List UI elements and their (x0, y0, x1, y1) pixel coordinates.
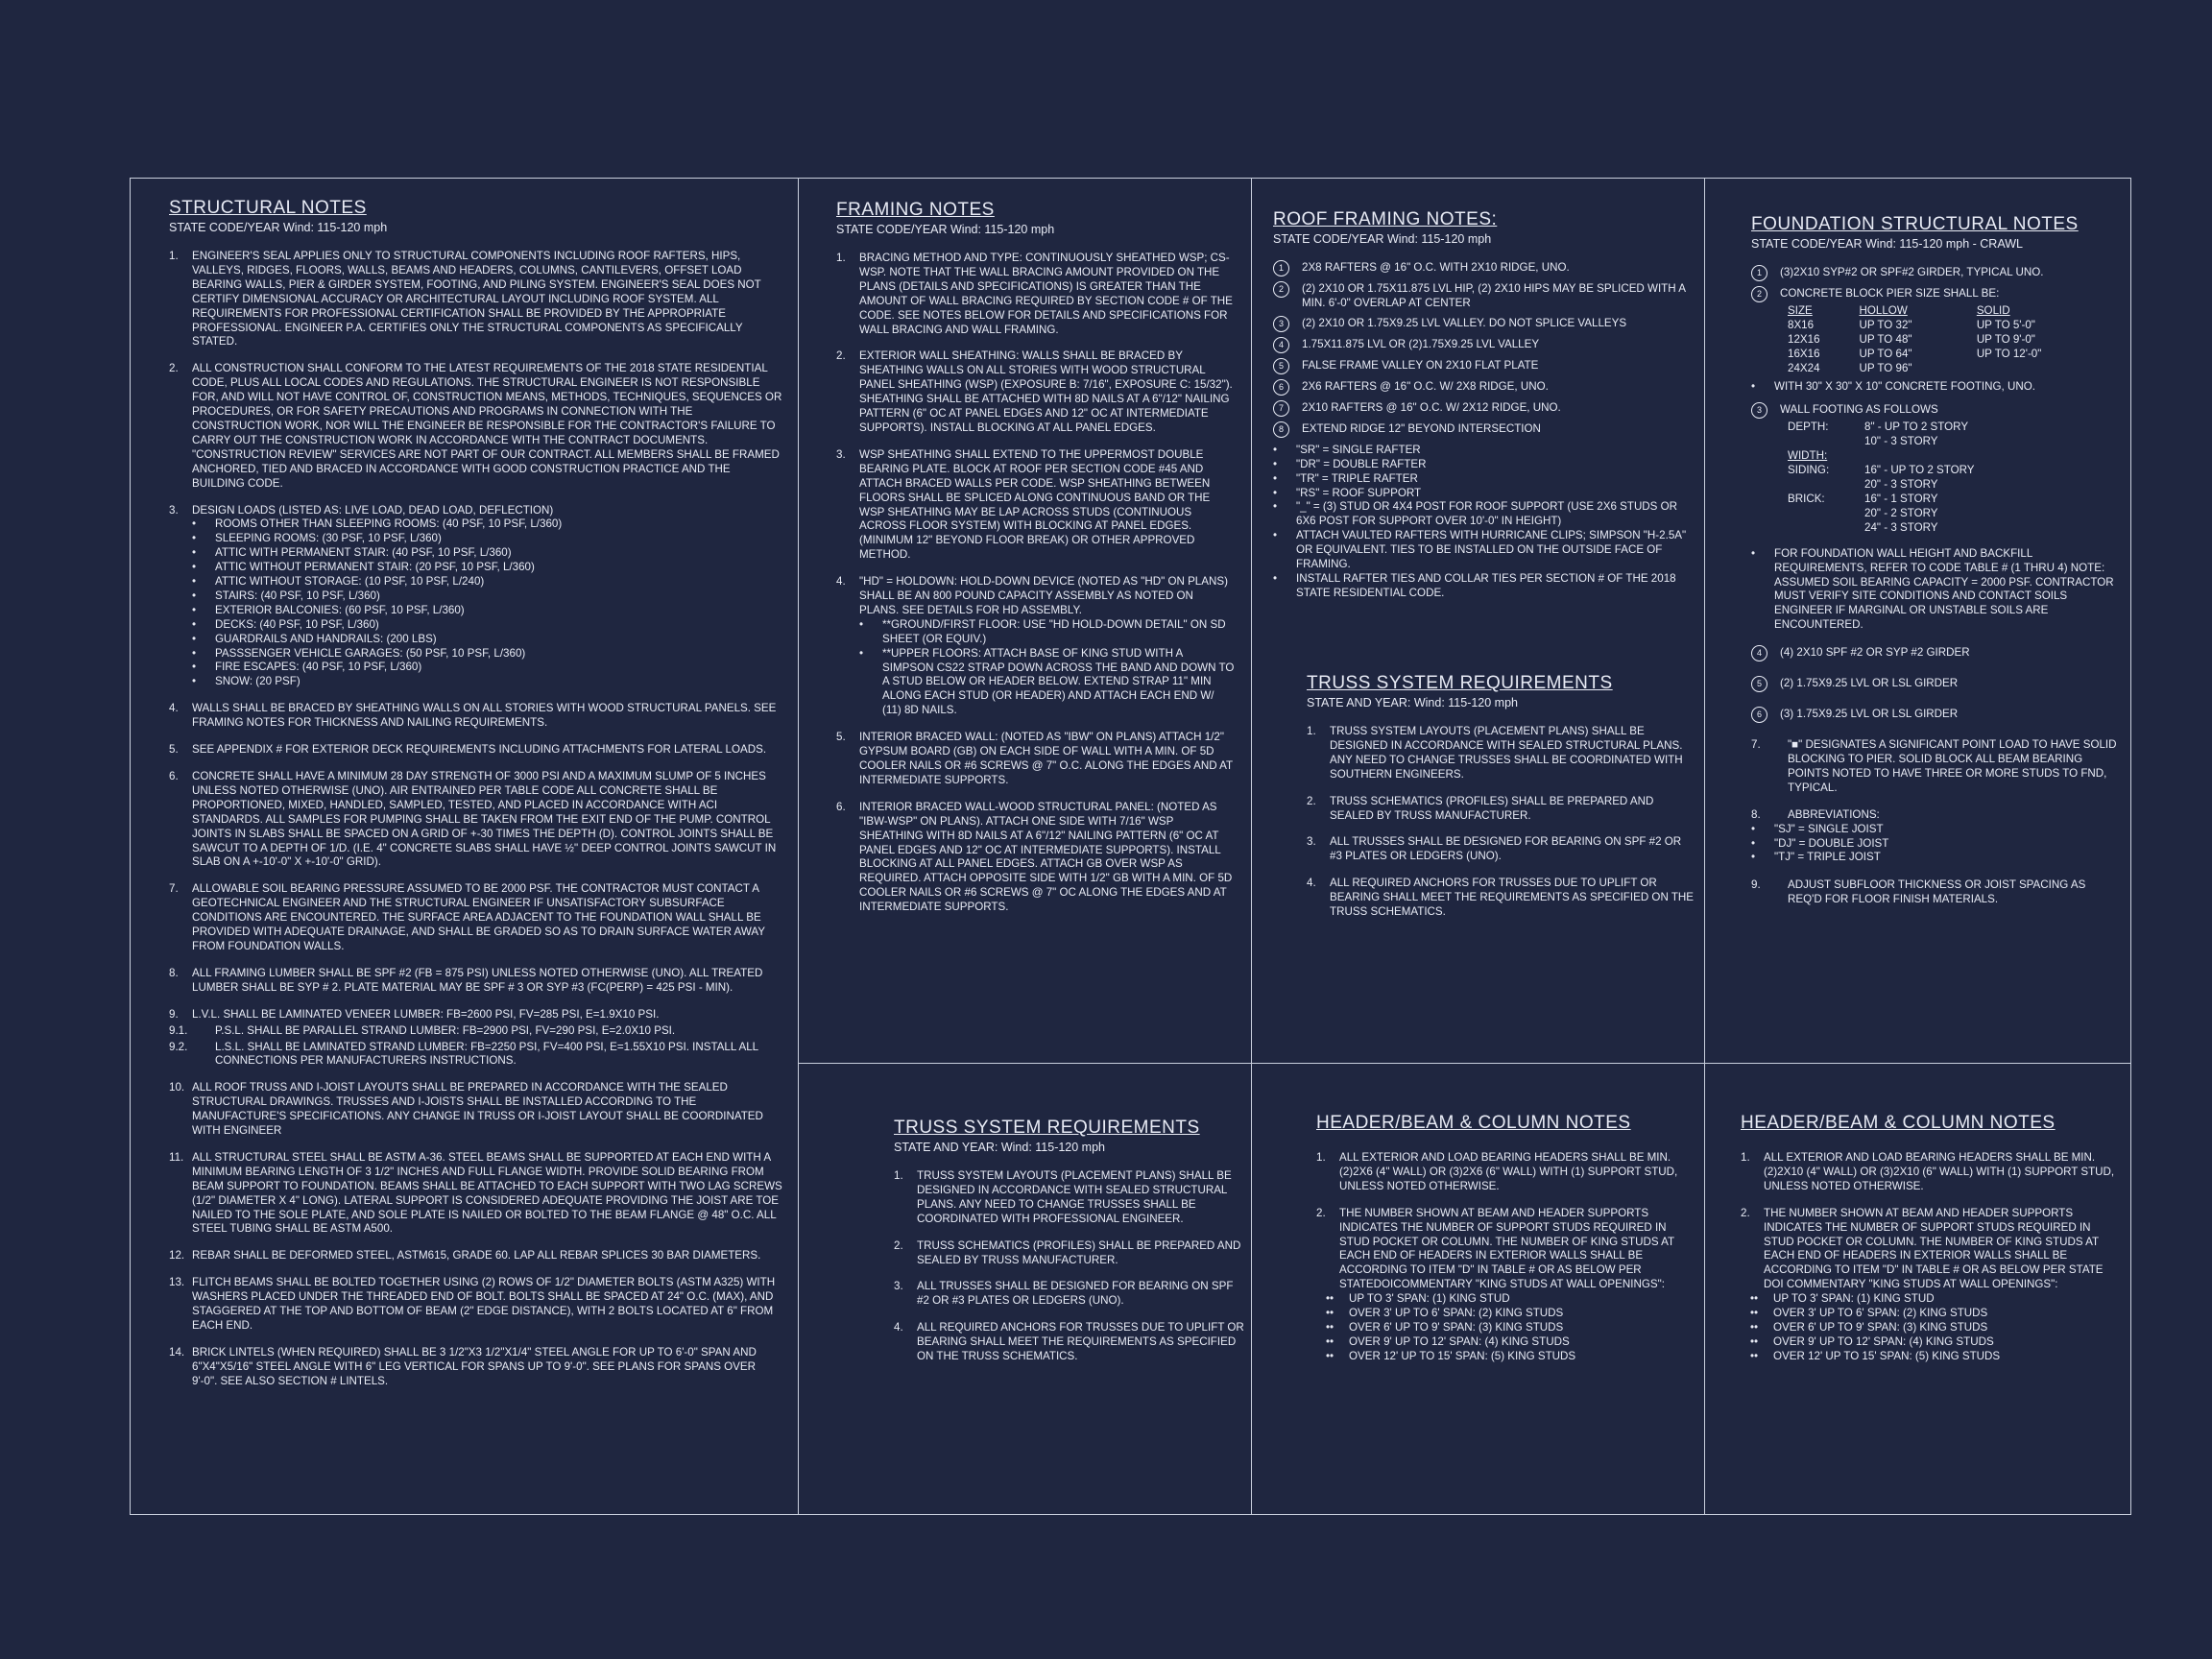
list-item (1307, 877, 1695, 920)
list-item: 1. ALL EXTERIOR AND LOAD BEARING HEADERS SHALL BE MIN. (2)2X10 (4" WALL) OR (3)2X10 (6" WALL) WITH (1) SUPPORT STUD, UNLESS NOTED OTHERWISE. (1741, 1151, 2115, 1192)
item-text: BRICK LINTELS (WHEN REQUIRED) SHALL BE 3 1/2"X3 1/2"X1/4" STEEL ANGLE FOR UP TO 6'-0" SPAN AND 6"X4"X5/16" STEEL ANGLE WITH 6" LEG VERTICAL FOR SPANS UP TO 9'-0". SEE PLANS FOR SPANS OVER 9'-0". SEE ALSO SECTION # LINTELS. (192, 1345, 757, 1387)
item-text: ALL STRUCTURAL STEEL SHALL BE ASTM A-36. STEEL BEAMS SHALL BE SUPPORTED AT EACH END WITH A MINIMUM BEARING LENGTH OF 3 1/2" INCHES AND FULL FLANGE WIDTH. PROVIDE SOLID BEARING FROM BEAM SUPPORT TO FOUNDATION. BEAMS SHALL BE ATTACHED TO EACH SUPPORT WITH TWO LAG SCREWS (1/2" DIAMETER X 4" LONG). LATERAL SUPPORT IS CONSIDERED ADEQUATE PROVIDING THE JOIST ARE TOE NAILED TO THE SOLE PLATE, AND SOLE PLATE IS NAILED OR BOLTED TO THE BEAM FLANGE @ 48" O.C. ALL STEEL TUBING SHALL BE ASTM A500. (192, 1150, 782, 1236)
item-text: TRUSS SCHEMATICS (PROFILES) SHALL BE PREPARED AND SEALED BY TRUSS MANUFACTURER. (917, 1238, 1241, 1266)
table-row (1788, 362, 2121, 376)
bullet-item: • "SR" = SINGLE RAFTER (1273, 443, 1421, 456)
sub-item: 9.1. P.S.L. SHALL BE PARALLEL STRAND LUMBER: FB=2900 PSI, FV=290 PSI, E=2.0X10 PSI. (169, 1023, 676, 1037)
item-number: 3. (169, 503, 179, 517)
table-cell: UP TO 9'-0" (1976, 332, 2035, 346)
foundation-notes-title: FOUNDATION STRUCTURAL NOTES (1751, 214, 2079, 234)
list-item (836, 731, 1235, 788)
roof-framing-subtitle: STATE CODE/YEAR Wind: 115-120 mph (1273, 232, 1492, 246)
item-number: 4. (169, 702, 179, 715)
column-divider (798, 179, 799, 1514)
truss-requirements-list-lower (894, 1169, 1244, 1364)
list-item: 2. THE NUMBER SHOWN AT BEAM AND HEADER SUPPORTS INDICATES THE NUMBER OF SUPPORT STUDS REQUIRED IN STUD POCKET OR COLUMN. THE NUMBER OF KING STUDS AT EACH END OF HEADERS IN EXTERIOR WALLS SHALL BE ACCORDING TO ITEM "D" IN TABLE # OR AS BELOW PER STATE DOI COMMENTARY "KING STUDS AT WALL OPENINGS": (1741, 1206, 2104, 1291)
item-number: 3. (836, 447, 846, 461)
bullet-item: • PASSSENGER VEHICLE GARAGES: (50 PSF, 10 PSF, L/360) (192, 646, 526, 660)
list-item (1273, 338, 1695, 353)
list-item (836, 349, 1235, 435)
bullet-item: • ROOMS OTHER THAN SLEEPING ROOMS: (40 PSF, 10 PSF, L/360) (192, 517, 563, 531)
roof-framing-list (1273, 261, 1695, 601)
item-text: (2) 2X10 OR 1.75X11.875 LVL HIP, (2) 2X10 HIPS MAY BE SPLICED WITH A MIN. 6'-0" OVERLAP AT CENTER (1302, 282, 1686, 309)
truss-requirements-list (1307, 725, 1695, 920)
truss-requirements-subtitle-lower: STATE AND YEAR: Wind: 115-120 mph (894, 1141, 1105, 1154)
table-cell: UP TO 48" (1859, 332, 1912, 346)
bullet-item: • "TR" = TRIPLE RAFTER (1273, 471, 1418, 485)
item-text: EXTEND RIDGE 12" BEYOND INTERSECTION (1302, 421, 1541, 435)
item-text: ALL REQUIRED ANCHORS FOR TRUSSES DUE TO UPLIFT OR BEARING SHALL MEET THE REQUIREMENTS AS SPECIFIED ON THE TRUSS SCHEMATICS. (917, 1321, 1244, 1363)
item-text: 2X6 RAFTERS @ 16" O.C. W/ 2X8 RIDGE, UNO. (1302, 379, 1549, 393)
bullet-item: • "TJ" = TRIPLE JOIST (1751, 851, 1881, 864)
list-item (169, 967, 783, 996)
item-number: 5. (836, 731, 846, 744)
item-text: ENGINEER'S SEAL APPLIES ONLY TO STRUCTURAL COMPONENTS INCLUDING ROOF RAFTERS, HIPS, VALLEYS, RIDGES, FLOORS, WALLS, BEAMS AND HEADERS, COLUMNS, CANTILEVERS, OFFSET LOAD BEARING WALLS, PIER & GIRDER SYSTEM, FOOTING, AND PILING SYSTEM. ENGINEER'S SEAL DOES NOT CERTIFY DIMENSIONAL ACCURACY OR ARCHITECTURAL LAYOUT INCLUDING ROOF SYSTEM. ALL REQUIREMENTS FOR PROFESSIONAL CERTIFICATION SHALL BE PROVIDED BY THE APPROPRIATE PROFESSIONAL. ENGINEER P.A. CERTIFIES ONLY THE STRUCTURAL COMPONENTS AS SPECIFICALLY STATED. (192, 250, 761, 349)
list-item (1307, 725, 1695, 782)
list-item (1273, 380, 1695, 396)
item-number: 6. (169, 770, 179, 782)
bullet-item: • **UPPER FLOORS: ATTACH BASE OF KING STUD WITH A SIMPSON CS22 STRAP DOWN ACROSS THE BAND AND DOWN TO A STUD BELOW OR HEADER BELOW. EXTEND STRAP 11" MIN ALONG EACH STUD (OR HEADER) AND ATTACH EACH END W/ (11) 8D NAILS. (859, 646, 1235, 717)
column-divider (1704, 179, 1705, 1514)
list-item (169, 770, 783, 870)
list-item (1273, 359, 1695, 374)
list-item (1273, 422, 1695, 438)
bullet-item: • SLEEPING ROOMS: (30 PSF, 10 PSF, L/360) (192, 532, 442, 545)
list-item: 9. ADJUST SUBFLOOR THICKNESS OR JOIST SPACING AS REQ'D FOR FLOOR FINISH MATERIALS. (1751, 878, 2086, 906)
list-item (836, 448, 1235, 563)
table-row (1788, 348, 2121, 362)
bullet-item: • "_" = (3) STUD OR 4X4 POST FOR ROOF SUPPORT (USE 2X6 STUDS OR 6X6 POST FOR SUPPORT OVER 10'-0" IN HEIGHT) (1273, 500, 1678, 528)
bullet-item: • ATTIC WITH PERMANENT STAIR: (40 PSF, 10 PSF, L/360) (192, 546, 512, 560)
list-item (894, 1321, 1244, 1364)
list-item: • FOR FOUNDATION WALL HEIGHT AND BACKFILL REQUIREMENTS, REFER TO CODE TABLE # (1 THRU 4) NOTE: ASSUMED SOIL BEARING CAPACITY = 2000 PSF. CONTRACTOR MUST VERIFY SITE CONDITIONS AND CONTACT SOILS ENGINEER IF MARGINAL OR UNSTABLE SOILS ARE ENCOUNTERED. (1751, 546, 2114, 632)
structural-notes-panel (169, 198, 783, 1503)
item-text: TRUSS SCHEMATICS (PROFILES) SHALL BE PREPARED AND SEALED BY TRUSS MANUFACTURER. (1330, 794, 1654, 822)
item-text: EXTERIOR WALL SHEATHING: WALLS SHALL BE BRACED BY SHEATHING WALLS ON ALL STORIES WITH WOOD STRUCTURAL PANEL SHEATHING (WSP) (EXPOSURE B: 7/16", EXPOSURE C: 15/32"). SHEATHING SHALL BE ATTACHED WITH 8D NAILS AT A 6"/12" NAILING PATTERN (6" OC AT PANEL EDGES AND 12" OC AT INTERMEDIATE SUPPORTS). INSTALL BLOCKING AT ALL PANEL EDGES. (859, 349, 1233, 434)
item-text: FLITCH BEAMS SHALL BE BOLTED TOGETHER USING (2) ROWS OF 1/2" DIAMETER BOLTS (ASTM A325) WITH WASHERS PLACED UNDER THE THREADED END OF BOLT. BOLTS SHALL BE SPACED AT 24" O.C. (MAX), AND STAGGERED AT THE TOP AND BOTTOM OF BEAM (2" EDGE DISTANCE), WITH 2 BOLTS LOCATED AT 6" FROM EACH END. (192, 1276, 776, 1332)
bullet-item: • SNOW: (20 PSF) (192, 675, 301, 688)
framing-notes-panel (836, 200, 1235, 1054)
item-text: 2X10 RAFTERS @ 16" O.C. W/ 2X12 RIDGE, UNO. (1302, 400, 1561, 414)
item-text: SEE APPENDIX # FOR EXTERIOR DECK REQUIREMENTS INCLUDING ATTACHMENTS FOR LATERAL LOADS. (192, 743, 767, 757)
item-text: REBAR SHALL BE DEFORMED STEEL, ASTM615, GRADE 60. LAP ALL REBAR SPLICES 30 BAR DIAMETERS. (192, 1249, 761, 1262)
item-text: BRACING METHOD AND TYPE: CONTINUOUSLY SHEATHED WSP; CS-WSP. NOTE THAT THE WALL BRACING AMOUNT PROVIDED ON THE PLANS (DETAILS AND SPECIFICATIONS) IS GREATER THAN THE AMOUNT OF WALL BRACING REQUIRED BY SECTION CODE # OF THE CODE. SEE NOTES BELOW FOR DETAILS AND SPECIFICATIONS FOR WALL BRACING AND WALL FRAMING. (859, 252, 1233, 336)
foundation-notes-subtitle: STATE CODE/YEAR Wind: 115-120 mph - CRAWL (1751, 237, 2023, 251)
item-number: 5 (1273, 358, 1289, 374)
bullet-item: •• OVER 6' UP TO 9' SPAN: (3) KING STUDS (1750, 1320, 1988, 1334)
item-number: 1. (836, 252, 846, 264)
list-item (836, 575, 1235, 718)
bullet-item: • ATTIC WITHOUT STORAGE: (10 PSF, 10 PSF, L/240) (192, 575, 485, 589)
item-text: ALLOWABLE SOIL BEARING PRESSURE ASSUMED TO BE 2000 PSF. THE CONTRACTOR MUST CONTACT A GEOTECHNICAL ENGINEER AND THE STRUCTURAL ENGINEER IF UNSATISFACTORY SUBSURFACE CONDITIONS ARE ENCOUNTERED. THE SURFACE AREA ADJACENT TO THE FOUNDATION WALL SHALL BE PROVIDED WITH ADEQUATE DRAINAGE, AND SHALL BE GRADED SO AS TO DRAIN SURFACE WATER AWAY FROM FOUNDATION WALLS. (192, 882, 765, 952)
table-cell: 16X16 (1788, 347, 1820, 360)
table-cell: UP TO 96" (1859, 361, 1912, 374)
list-item (1307, 795, 1695, 824)
roof-framing-title: ROOF FRAMING NOTES: (1273, 209, 1498, 229)
item-number: 2. (894, 1238, 903, 1252)
bullet-item: • ATTIC WITHOUT PERMANENT STAIR: (20 PSF, 10 PSF, L/360) (192, 561, 535, 574)
header-beam-notes-panel-2 (1741, 1113, 2120, 1506)
bullet-item: •• OVER 12' UP TO 15' SPAN: (5) KING STUDS (1750, 1349, 2001, 1362)
bullet-item: •• OVER 9' UP TO 12' SPAN: (4) KING STUDS (1326, 1334, 1570, 1348)
item-number: 13. (169, 1276, 185, 1289)
item-number: 7 (1273, 400, 1289, 417)
bullet-item: • "DR" = DOUBLE RAFTER (1273, 457, 1427, 470)
truss-requirements-panel-upper (1307, 673, 1695, 1057)
list-item (169, 250, 783, 349)
bullet-item: • EXTERIOR BALCONIES: (60 PSF, 10 PSF, L/360) (192, 603, 465, 616)
item-number: 2. (836, 349, 846, 363)
bullet-item: •• UP TO 3' SPAN: (1) KING STUD (1750, 1292, 1935, 1306)
structural-notes-list (169, 250, 783, 1389)
list-item (1273, 401, 1695, 417)
framing-notes-list (836, 252, 1235, 915)
row-divider (798, 1063, 2130, 1064)
item-text: FALSE FRAME VALLEY ON 2X10 FLAT PLATE (1302, 358, 1539, 372)
bullet-item: • "SJ" = SINGLE JOIST (1751, 822, 1884, 835)
item-number: 4. (1307, 877, 1316, 890)
list-item (169, 702, 783, 731)
item-text: ALL ROOF TRUSS AND I-JOIST LAYOUTS SHALL BE PREPARED IN ACCORDANCE WITH THE SEALED STRUCTURAL DRAWINGS. TRUSSES AND I-JOISTS SHALL BE INSTALLED ACCORDING TO THE MANUFACTURE'S SPECIFICATIONS. ANY CHANGE IN TRUSS OR I-JOIST LAYOUT SHALL BE COORDINATED WITH ENGINEER (192, 1081, 763, 1138)
list-item: 2. THE NUMBER SHOWN AT BEAM AND HEADER SUPPORTS INDICATES THE NUMBER OF SUPPORT STUDS REQUIRED IN STUD POCKET OR COLUMN. THE NUMBER OF KING STUDS AT EACH END OF HEADERS IN EXTERIOR WALLS SHALL BE ACCORDING TO ITEM "D" IN TABLE # OR AS BELOW PER STATEDOICOMMENTARY "KING STUDS AT WALL OPENINGS": (1316, 1206, 1674, 1291)
pier-size-table (1788, 304, 2121, 376)
list-item (836, 801, 1235, 915)
table-cell: 24X24 (1788, 361, 1820, 374)
bullet-item: •• OVER 3' UP TO 6' SPAN: (2) KING STUDS (1750, 1307, 1988, 1320)
item-text: TRUSS SYSTEM LAYOUTS (PLACEMENT PLANS) SHALL BE DESIGNED IN ACCORDANCE WITH SEALED STRUCTURAL PLANS. ANY NEED TO CHANGE TRUSSES SHALL BE COORDINATED WITH SOUTHERN ENGINEERS. (1330, 725, 1683, 781)
list-item (169, 1249, 783, 1263)
header-beam-notes-title: HEADER/BEAM & COLUMN NOTES (1316, 1113, 1631, 1133)
table-row (1788, 333, 2121, 348)
wall-footing-table: DEPTH: 8" - UP TO 2 STORY 10" - 3 STORY WIDTH: SIDING: 16" - UP TO 2 STORY 20" - 3 STORY BRICK: 16" - 1 STORY 20" - 2 STORY 24" - 3 STORY (1788, 421, 1975, 534)
table-cell: 12X16 (1788, 332, 1820, 346)
truss-requirements-title-lower: TRUSS SYSTEM REQUIREMENTS (894, 1118, 1200, 1138)
sub-item: 9.2. L.S.L. SHALL BE LAMINATED STRAND LUMBER: FB=2250 PSI, FV=400 PSI, E=1.55X10 PSI. INSTALL ALL CONNECTIONS PER MANUFACTURERS INSTRUCTIONS. (169, 1040, 758, 1068)
column-divider (1251, 179, 1252, 1514)
bullet-item: •• OVER 3' UP TO 6' SPAN: (2) KING STUDS (1326, 1307, 1564, 1320)
list-item (894, 1280, 1244, 1309)
item-number: 4. (836, 575, 846, 589)
list-item (1307, 835, 1695, 864)
item-number: 3 (1273, 316, 1289, 332)
item-text: ALL REQUIRED ANCHORS FOR TRUSSES DUE TO UPLIFT OR BEARING SHALL MEET THE REQUIREMENTS AS SPECIFIED ON THE TRUSS SCHEMATICS. (1330, 877, 1695, 919)
item-number: 3. (1307, 835, 1316, 849)
item-number: 5. (169, 743, 179, 757)
item-text: "HD" = HOLDOWN: HOLD-DOWN DEVICE (NOTED AS "HD" ON PLANS) SHALL BE AN 800 POUND CAPACITY ASSEMBLY AS NOTED ON PLANS. SEE DETAILS FOR HD ASSEMBLY. • **GROUND/FIRST FLOOR: USE "HD HOLD-DOWN DETAIL" ON SD SHEET (OR EQUIV.) • **UPPER FLOORS: ATTACH BASE OF KING STUD WITH A SIMPSON CS22 STRAP DOWN ACROSS THE BAND AND DOWN TO A STUD BELOW OR HEADER BELOW. EXTEND STRAP 11" MIN ALONG EACH STUD (OR HEADER) AND ATTACH EACH END W/ (11) 8D NAILS. (859, 575, 1235, 717)
list-item: 8. ABBREVIATIONS: (1751, 807, 1880, 821)
table-row (1788, 319, 2121, 333)
list-item (169, 1346, 783, 1389)
item-text: INTERIOR BRACED WALL-WOOD STRUCTURAL PANEL: (NOTED AS "IBW-WSP" ON PLANS). ATTACH ONE SIDE WITH 7/16" WSP SHEATHING WITH 8D NAILS AT A 6"/12" NAILING PATTERN (6" OC AT PANEL EDGES AND 12" OC AT INTERMEDIATE SUPPORTS). INSTALL BLOCKING AT ALL PANEL EDGES. ATTACH GB OVER WSP AS REQUIRED. ATTACH OPPOSITE SIDE WITH 1/2" GB WITH A MIN. OF 5D COOLER NAILS OR #6 SCREWS @ 7" OC ALONG THE EDGES AND AT INTERMEDIATE SUPPORTS. (859, 800, 1233, 914)
list-item (169, 743, 783, 757)
item-number: 4. (894, 1321, 903, 1334)
list-item (169, 362, 783, 491)
bullet-item: • "DJ" = DOUBLE JOIST (1751, 836, 1889, 850)
item-text: ALL CONSTRUCTION SHALL CONFORM TO THE LATEST REQUIREMENTS OF THE 2018 STATE RESIDENTIAL CODE, PLUS ALL LOCAL CODES AND REGULATIONS. THE STRUCTURAL ENGINEER IS NOT RESPONSIBLE FOR, AND WILL NOT HAVE CONTROL OF, CONSTRUCTION MEANS, METHODS, TECHNIQUES, SEQUENCES OR PROCEDURES, OR FOR SAFETY PRECAUTIONS AND PROGRAMS IN CONNECTION WITH THE CONSTRUCTION WORK, NOR WILL THE ENGINEER BE RESPONSIBLE FOR THE CONTRACTOR'S FAILURE TO CARRY OUT THE CONSTRUCTION WORK IN ACCORDANCE WITH THE CONTRACT DOCUMENTS. "CONSTRUCTION REVIEW" SERVICES ARE NOT PART OF OUR CONTRACT. ALL MEMBERS SHALL BE FRAMED ANCHORED, TIED AND BRACED IN ACCORDANCE WITH GOOD CONSTRUCTION PRACTICE AND THE BUILDING CODE. (192, 362, 782, 490)
item-number: 8. (169, 966, 179, 979)
foundation-notes-list (1751, 266, 2121, 907)
item-number: 8 (1273, 421, 1289, 438)
bullet-item: • FIRE ESCAPES: (40 PSF, 10 PSF, L/360) (192, 661, 422, 674)
table-cell: UP TO 5'-0" (1976, 318, 2035, 331)
item-number: 14. (169, 1345, 185, 1358)
bullet-item: •• OVER 12' UP TO 15' SPAN: (5) KING STUDS (1326, 1349, 1576, 1362)
item-text: L.V.L. SHALL BE LAMINATED VENEER LUMBER: FB=2600 PSI, FV=285 PSI, E=1.9X10 PSI. (192, 1007, 660, 1021)
list-item: 2 CONCRETE BLOCK PIER SIZE SHALL BE: (1751, 287, 2121, 302)
item-number: 1. (1307, 725, 1316, 737)
list-item (169, 882, 783, 954)
item-text: 2X8 RAFTERS @ 16" O.C. WITH 2X10 RIDGE, UNO. (1302, 261, 1570, 274)
list-item: 5 (2) 1.75X9.25 LVL OR LSL GIRDER (1751, 677, 2121, 692)
item-number: 2. (1307, 794, 1316, 807)
item-number: 9. (169, 1007, 179, 1021)
list-item: 4 (4) 2X10 SPF #2 OR SYP #2 GIRDER (1751, 646, 2121, 661)
item-text: CONCRETE SHALL HAVE A MINIMUM 28 DAY STRENGTH OF 3000 PSI AND A MAXIMUM SLUMP OF 5 INCHES UNLESS NOTED OTHERWISE (UNO). AIR ENTRAINED PER TABLE CODE ALL CONCRETE SHALL BE PROPORTIONED, MIXED, HANDLED, SAMPLED, TESTED, AND PLACED IN ACCORDANCE WITH ACI STANDARDS. ALL SAMPLES FOR PUMPING SHALL BE TAKEN FROM THE EXIT END OF THE PUMP. CONTROL JOINTS IN SLABS SHALL BE SPACED ON A GRID OF +-30 TIMES THE DEPTH (D). CONTROL JOINTS SHALL BE SAWCUT TO A DEPTH OF 1/D. (I.E. 4" CONCRETE SLABS SHALL HAVE ½" DEEP CONTROL JOINTS SAWCUT IN SLAB ON A +-10'-0" X +-10'-0" GRID). (192, 770, 777, 869)
table-cell: UP TO 64" (1859, 347, 1912, 360)
list-item (1273, 282, 1695, 311)
table-cell: 8X16 (1788, 318, 1815, 331)
bullet-item: • STAIRS: (40 PSF, 10 PSF, L/360) (192, 589, 380, 602)
list-item: 7. "■" DESIGNATES A SIGNIFICANT POINT LOAD TO HAVE SOLID BLOCKING TO PIER. SOLID BLOCK ALL BEAM BEARING POINTS NOTED TO HAVE THREE OR MORE STUDS TO FND, TYPICAL. (1751, 738, 2117, 794)
notes-sheet (130, 178, 2131, 1515)
table-cell (1977, 362, 2121, 376)
item-number: 3. (894, 1280, 903, 1293)
header-beam-notes-title-2: HEADER/BEAM & COLUMN NOTES (1741, 1113, 2056, 1133)
item-number: 12. (169, 1249, 185, 1262)
list-item: 6 (3) 1.75X9.25 LVL OR LSL GIRDER (1751, 708, 2121, 723)
list-item: 3 WALL FOOTING AS FOLLOWS (1751, 403, 2121, 419)
item-text: WSP SHEATHING SHALL EXTEND TO THE UPPERMOST DOUBLE BEARING PLATE. BLOCK AT ROOF PER SECTION CODE #45 AND ATTACH BRACED WALLS PER CODE. WSP SHEATHING BETWEEN FLOORS SHALL BE SPLICED ALONG CONTINUOUS BAND OR THE WSP SHEATHING MAY BE LAP ACROSS STUDS (CONTINUOUS ACROSS FLOOR SYSTEM) WITH BLOCKING AT PANEL EDGES. (MINIMUM 12" BEYOND FLOOR BREAK) OR OTHER APPROVED METHOD. (859, 447, 1211, 562)
item-number: 1. (894, 1169, 903, 1182)
item-number: 1 (1273, 260, 1289, 276)
list-item (169, 1151, 783, 1237)
item-text: (2) 2X10 OR 1.75X9.25 LVL VALLEY. DO NOT SPLICE VALLEYS (1302, 316, 1627, 329)
table-cell: UP TO 12'-0" (1976, 347, 2042, 360)
list-item (894, 1239, 1244, 1268)
item-number: 7. (169, 882, 179, 896)
table-cell: UP TO 32" (1859, 318, 1912, 331)
item-number: 6. (836, 800, 846, 813)
list-item (836, 252, 1235, 337)
item-number: 11. (169, 1150, 184, 1164)
item-text: INTERIOR BRACED WALL: (NOTED AS "IBW" ON PLANS) ATTACH 1/2" GYPSUM BOARD (GB) ON EACH SIDE OF WALL WITH A MIN. OF 5D COOLER NAILS OR #6 SCREWS @ 7" O.C. ALONG THE EDGES AND AT INTERMEDIATE SUPPORTS. (859, 731, 1233, 786)
roof-framing-panel (1273, 209, 1695, 747)
item-text: 1.75X11.875 LVL OR (2)1.75X9.25 LVL VALLEY (1302, 337, 1540, 350)
list-item (169, 1081, 783, 1139)
header-beam-notes-panel (1316, 1113, 1695, 1506)
framing-notes-subtitle: STATE CODE/YEAR Wind: 115-120 mph (836, 223, 1055, 236)
truss-requirements-subtitle: STATE AND YEAR: Wind: 115-120 mph (1307, 696, 1518, 709)
item-number: 1. (169, 250, 179, 262)
bullet-item: • "RS" = ROOF SUPPORT (1273, 486, 1422, 499)
item-number: 2. (169, 362, 179, 375)
item-number: 6 (1273, 379, 1289, 396)
table-header-row: SIZE HOLLOW SOLID (1788, 304, 2010, 317)
list-item (169, 1276, 783, 1334)
list-item (169, 1008, 783, 1022)
list-item (894, 1169, 1244, 1227)
bullet-item: • GUARDRAILS AND HANDRAILS: (200 LBS) (192, 632, 437, 645)
list-item: 1 (3)2X10 SYP#2 OR SPF#2 GIRDER, TYPICAL UNO. (1751, 266, 2121, 281)
list-item: 1. ALL EXTERIOR AND LOAD BEARING HEADERS SHALL BE MIN. (2)2X6 (4" WALL) OR (3)2X6 (6" WALL) WITH (1) SUPPORT STUD, UNLESS NOTED OTHERWISE. (1316, 1151, 1678, 1192)
structural-notes-title: STRUCTURAL NOTES (169, 198, 367, 218)
list-item: • WITH 30" X 30" X 10" CONCRETE FOOTING, UNO. (1751, 379, 2035, 393)
bullet-item: •• UP TO 3' SPAN: (1) KING STUD (1326, 1292, 1510, 1306)
bullet-item: • ATTACH VAULTED RAFTERS WITH HURRICANE CLIPS; SIMPSON "H-2.5A" OR EQUIVALENT. TIES TO BE INSTALLED ON THE OUTSIDE FACE OF FRAMING. (1273, 529, 1687, 571)
truss-requirements-title: TRUSS SYSTEM REQUIREMENTS (1307, 673, 1613, 693)
item-text: TRUSS SYSTEM LAYOUTS (PLACEMENT PLANS) SHALL BE DESIGNED IN ACCORDANCE WITH SEALED STRUCTURAL PLANS. ANY NEED TO CHANGE TRUSSES SHALL BE COORDINATED WITH PROFESSIONAL ENGINEER. (917, 1169, 1232, 1225)
bullet-item: •• OVER 9' UP TO 12' SPAN: (4) KING STUDS (1750, 1334, 1994, 1348)
item-number: 4 (1273, 337, 1289, 353)
list-item (1273, 261, 1695, 276)
item-text: WALLS SHALL BE BRACED BY SHEATHING WALLS ON ALL STORIES WITH WOOD STRUCTURAL PANELS. SEE FRAMING NOTES FOR THICKNESS AND NAILING REQUIREMENTS. (192, 702, 777, 730)
item-number: 10. (169, 1081, 185, 1094)
item-text: DESIGN LOADS (LISTED AS: LIVE LOAD, DEAD LOAD, DEFLECTION) • ROOMS OTHER THAN SLEEPING ROOMS: (40 PSF, 10 PSF, L/360) • SLEEPING ROOMS: (30 PSF, 10 PSF, L/360) • ATTIC WITH PERMANENT STAIR: (40 PSF, 10 PSF, L/360) • ATTIC WITHOUT PERMANENT STAIR: (20 PSF, 10 PSF, L/360) • ATTIC WITHOUT STORAGE: (10 PSF, 10 PSF, L/240) • STAIRS: (40 PSF, 10 PSF, L/360) • EXTERIOR BALCONIES: (60 PSF, 10 PSF, L/360) • DECKS: (40 PSF, 10 PSF, L/360) • GUARDRAILS AND HANDRAILS: (200 LBS) • PASSSENGER VEHICLE GARAGES: (50 PSF, 10 PSF, L/360) • FIRE ESCAPES: (40 PSF, 10 PSF, L/360) • SNOW: (20 PSF) (192, 504, 783, 690)
foundation-notes-panel (1751, 214, 2121, 1059)
structural-notes-subtitle: STATE CODE/YEAR Wind: 115-120 mph (169, 221, 388, 234)
item-number: 2 (1273, 281, 1289, 298)
truss-requirements-panel-lower (894, 1118, 1244, 1502)
bullet-item: • INSTALL RAFTER TIES AND COLLAR TIES PER SECTION # OF THE 2018 STATE RESIDENTIAL CODE. (1273, 571, 1676, 599)
list-item (169, 504, 783, 690)
bullet-item: •• OVER 6' UP TO 9' SPAN: (3) KING STUDS (1326, 1320, 1564, 1334)
framing-notes-title: FRAMING NOTES (836, 200, 995, 220)
item-text: ALL TRUSSES SHALL BE DESIGNED FOR BEARING ON SPF #2 OR #3 PLATES OR LEDGERS (UNO). (1330, 835, 1682, 863)
bullet-item: • DECKS: (40 PSF, 10 PSF, L/360) (192, 617, 379, 631)
bullet-item: • **GROUND/FIRST FLOOR: USE "HD HOLD-DOWN DETAIL" ON SD SHEET (OR EQUIV.) (859, 617, 1226, 645)
item-text: ALL TRUSSES SHALL BE DESIGNED FOR BEARING ON SPF #2 OR #3 PLATES OR LEDGERS (UNO). (917, 1280, 1234, 1308)
list-item (1273, 317, 1695, 332)
item-text: ALL FRAMING LUMBER SHALL BE SPF #2 (FB = 875 PSI) UNLESS NOTED OTHERWISE (UNO). ALL TREATED LUMBER SHALL BE SYP # 2. PLATE MATERIAL MAY BE SPF # 3 OR SYP #3 (FC(PERP) = 425 PSI - MIN). (192, 966, 763, 994)
